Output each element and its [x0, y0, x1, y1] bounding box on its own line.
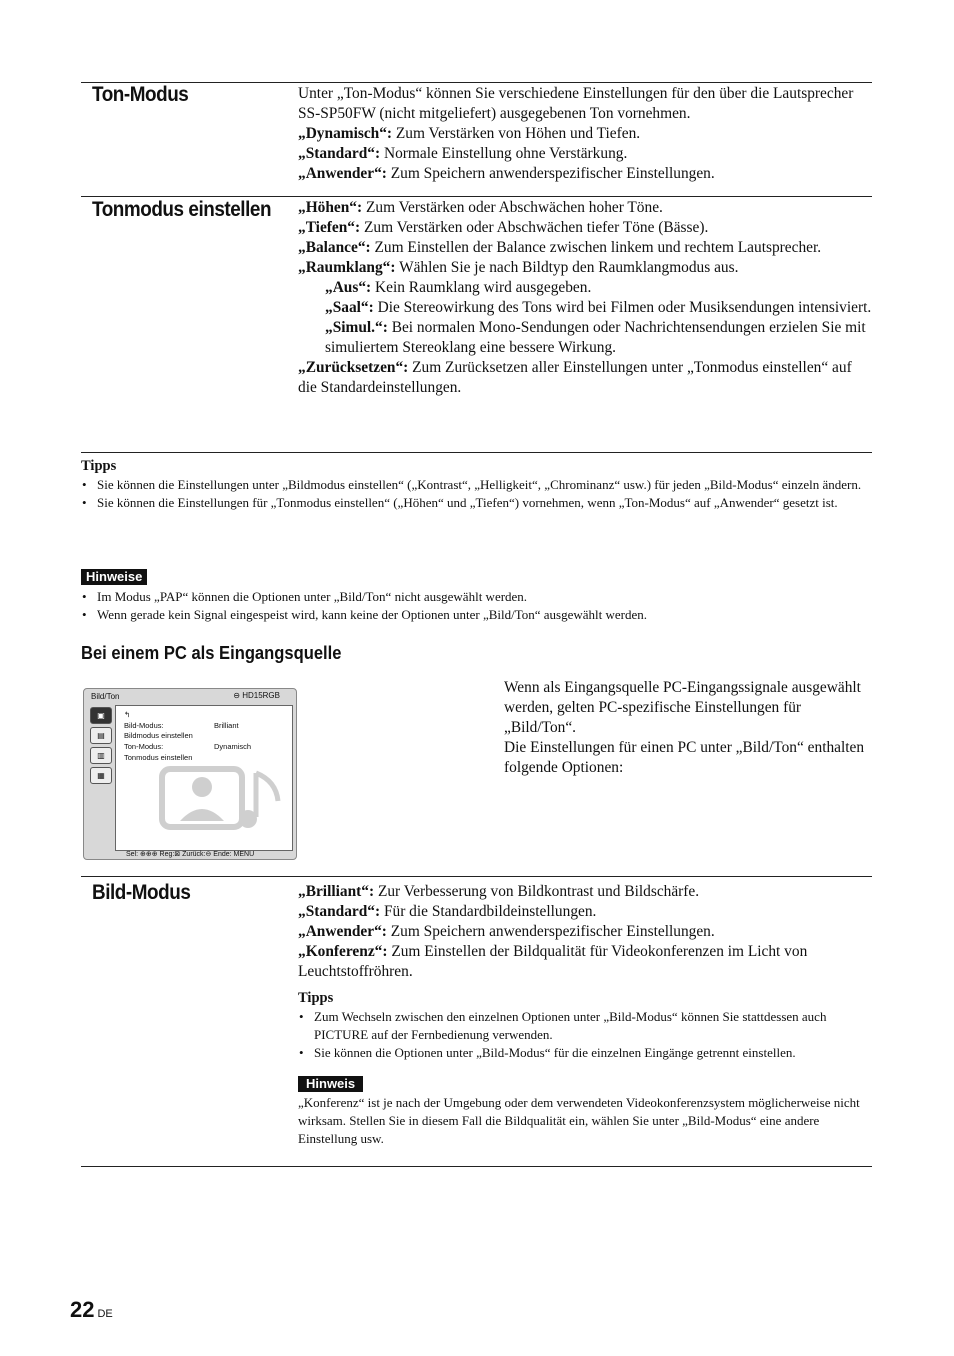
hinweis-text: „Konferenz“ ist je nach der Umgebung oder dem verwendeten Videokonferenzsystem möglicherweise nicht wirksam. Stellen Sie in diesem Fall die Bildqualität ein, wählen Sie unter „Bild-Modus“ eine andere Einstellung usw.	[298, 1095, 860, 1146]
pc-para-2: Die Einstellungen für einen PC unter „Bild/Ton“ enthalten folgende Optionen:	[504, 739, 865, 776]
page-number: 22 DE	[70, 1297, 113, 1322]
picture-sound-icon: ▣	[90, 707, 112, 724]
bild-modus-item: „Konferenz“: Zum Einstellen der Bildqualität für Videokonferenzen im Licht von Leuchtstoffröhren.	[298, 943, 808, 980]
hinweis-item: • Wenn gerade kein Signal eingespeist wird, kann keine der Optionen unter „Bild/Ton“ ausgewählt werden.	[81, 606, 872, 624]
bild-tipp-item: • Zum Wechseln zwischen den einzelnen Optionen unter „Bild-Modus“ können Sie stattdessen auch PICTURE auf der Fernbedienung verwenden.	[298, 1008, 872, 1044]
ton-modus-intro: Unter „Ton-Modus“ können Sie verschiedene Einstellungen für den über die Lautsprecher SS-SP50FW (nicht mitgeliefert) ausgegebenen Ton vornehmen.	[298, 85, 854, 122]
tv-row-label: Tonmodus einstellen	[124, 753, 193, 762]
rule-bottom	[81, 1166, 872, 1167]
tonmodus-reset: „Zurücksetzen“: Zum Zurücksetzen aller Einstellungen unter „Tonmodus einstellen“ auf die Standardeinstellungen.	[298, 359, 852, 396]
tipp-item: • Sie können die Einstellungen für „Tonmodus einstellen“ („Höhen“ und „Tiefen“) vornehmen, wenn „Ton-Modus“ auf „Anwender“ gesetzt ist.	[81, 494, 872, 512]
bild-modus-item: „Standard“: Für die Standardbildeinstellungen.	[298, 903, 597, 920]
hinweis-label: Hinweis	[298, 1076, 363, 1092]
tonmodus-item: „Höhen“: Zum Verstärken oder Abschwächen hoher Töne.	[298, 199, 663, 216]
tipp-item: • Sie können die Einstellungen unter „Bildmodus einstellen“ („Kontrast“, „Helligkeit“, „Chrominanz“ usw.) für jeden „Bild-Modus“ einzeln ändern.	[81, 476, 872, 494]
ton-modus-item: „Dynamisch“: Zum Verstärken von Höhen und Tiefen.	[298, 125, 641, 142]
raumklang-option: „Simul.“: Bei normalen Mono-Sendungen oder Nachrichtensendungen erzielen Sie mit simuliertem Stereoklang eine bessere Wirkung.	[325, 319, 866, 356]
ton-modus-body	[298, 84, 872, 184]
raumklang-option: „Saal“: Die Stereowirkung des Tons wird bei Filmen oder Musiksendungen intensiviert.	[325, 299, 872, 316]
pc-section-heading: Bei einem PC als Eingangsquelle	[81, 643, 342, 663]
tv-row-value: Brilliant	[214, 721, 239, 730]
tv-row-label: Bildmodus einstellen	[124, 731, 193, 740]
bild-modus-item: „Anwender“: Zum Speichern anwenderspezifischer Einstellungen.	[298, 923, 715, 940]
bild-modus-body	[298, 882, 872, 1148]
hinweise-block	[81, 568, 872, 624]
screen-icon: ▤	[90, 727, 112, 744]
bild-tipps-heading: Tipps	[298, 990, 334, 1006]
tv-menu-pane	[115, 705, 293, 851]
ton-modus-item: „Standard“: Normale Einstellung ohne Verstärkung.	[298, 145, 628, 162]
bild-tipp-item: • Sie können die Optionen unter „Bild-Modus“ für die einzelnen Eingänge getrennt einstellen.	[298, 1044, 872, 1062]
tonmodus-item: „Balance“: Zum Einstellen der Balance zwischen linkem und rechtem Lautsprecher.	[298, 239, 822, 256]
tonmodus-item: „Tiefen“: Zum Verstärken oder Abschwächen tiefer Töne (Bässe).	[298, 219, 709, 236]
tv-input-label: ⊖ HD15RGB	[233, 691, 280, 700]
heading-tonmodus-einstellen: Tonmodus einstellen	[92, 198, 272, 221]
ton-modus-item: „Anwender“: Zum Speichern anwenderspezifischer Einstellungen.	[298, 165, 715, 182]
tv-row-label: Ton-Modus:	[124, 742, 164, 751]
tv-menu-screenshot	[83, 688, 297, 860]
hinweis-item: • Im Modus „PAP“ können die Optionen unter „Bild/Ton“ nicht ausgewählt werden.	[81, 588, 872, 606]
heading-bild-modus: Bild-Modus	[92, 881, 191, 904]
heading-ton-modus: Ton-Modus	[92, 83, 189, 106]
hinweise-label: Hinweise	[81, 569, 147, 585]
options-icon: ▦	[90, 767, 112, 784]
tv-menu-sidebar	[87, 705, 113, 851]
rule-tonmodus	[81, 196, 872, 197]
bild-modus-item: „Brilliant“: Zur Verbesserung von Bildkontrast und Bildschärfe.	[298, 883, 700, 900]
rule-after-tonmodus	[81, 452, 872, 453]
tv-row-value: Dynamisch	[214, 742, 252, 751]
tv-menu-title: Bild/Ton	[91, 692, 120, 701]
tv-back-arrow: ↰	[124, 710, 131, 719]
tv-row-label: Bild-Modus:	[124, 721, 164, 730]
tv-menu-footer: Sel: ⊕⊕⊕ Reg:⊠ Zurück:⊖ Ende: MENU	[126, 851, 255, 858]
tonmodus-item: „Raumklang“: Wählen Sie je nach Bildtyp den Raumklangmodus aus.	[298, 259, 739, 276]
pc-section-text	[504, 678, 872, 778]
pc-para-1: Wenn als Eingangsquelle PC-Eingangssignale ausgewählt werden, gelten PC-spezifische Einstellungen für „Bild/Ton“.	[504, 679, 861, 736]
rule-top	[81, 82, 872, 83]
rule-bild-modus	[81, 876, 872, 877]
tipps-block	[81, 458, 872, 512]
input-icon: ⊖	[233, 691, 240, 700]
raumklang-option: „Aus“: Kein Raumklang wird ausgegeben.	[325, 279, 592, 296]
picture-sound-watermark-icon	[158, 751, 288, 841]
tipps-heading: Tipps	[81, 458, 117, 474]
setup-icon: ▥	[90, 747, 112, 764]
tonmodus-body	[298, 198, 872, 398]
